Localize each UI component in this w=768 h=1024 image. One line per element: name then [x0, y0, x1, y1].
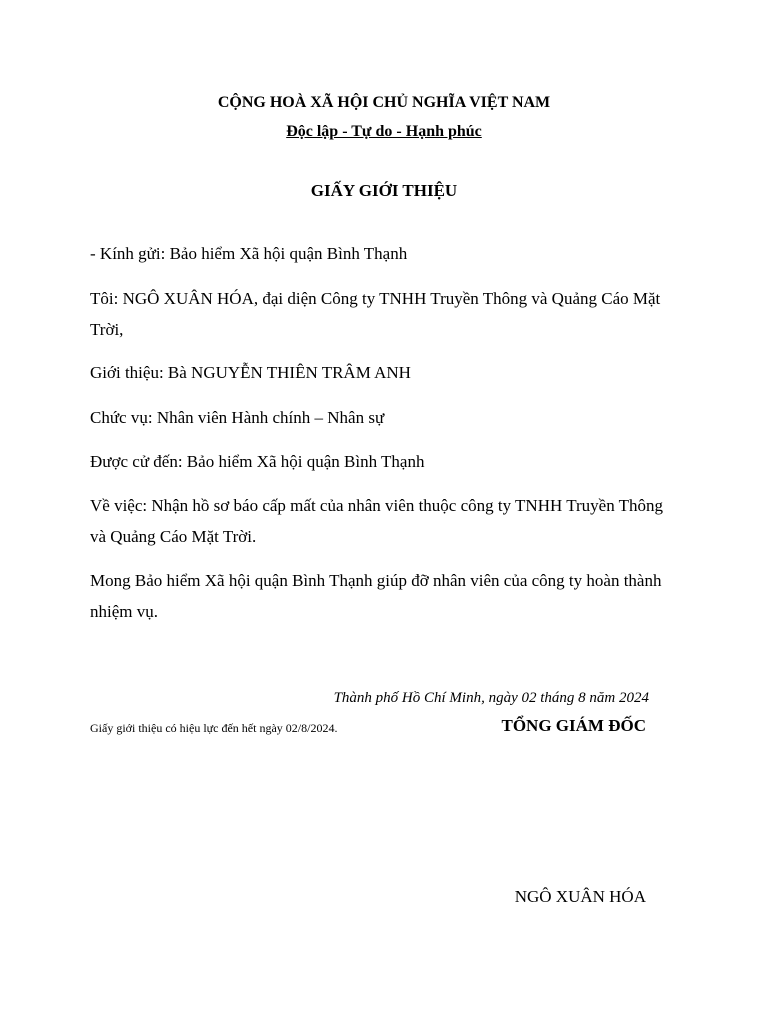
motto-text: Độc lập - Tự do - Hạnh phúc [286, 123, 482, 140]
request-paragraph: Mong Bảo hiểm Xã hội quận Bình Thạnh giúp đỡ nhân viên của công ty hoàn thành nhiệm vụ. [90, 571, 662, 621]
validity-note: Giấy giới thiệu có hiệu lực đến hết ngày 02/8/2024. [90, 721, 338, 735]
sender-paragraph: Tôi: NGÔ XUÂN HÓA, đại diện Công ty TNHH Truyền Thông và Quảng Cáo Mặt Trời, [90, 289, 661, 339]
national-motto [0, 122, 768, 142]
signer-title: TỔNG GIÁM ĐỐC [501, 716, 646, 735]
recipient-line: - Kính gửi: Bảo hiểm Xã hội quận Bình Thạnh [90, 244, 408, 263]
purpose-paragraph: Về việc: Nhận hồ sơ báo cấp mất của nhân viên thuộc công ty TNHH Truyền Thông và Quảng Cáo Mặt Trời. [90, 496, 664, 546]
national-header: CỘNG HOÀ XÃ HỘI CHỦ NGHĨA VIỆT NAM [217, 94, 551, 111]
destination-line: Được cử đến: Bảo hiểm Xã hội quận Bình Thạnh [90, 452, 425, 471]
introduced-person: Giới thiệu: Bà NGUYỄN THIÊN TRÂM ANH [90, 363, 411, 382]
document-title: GIẤY GIỚI THIỆU [310, 181, 458, 200]
date-location: Thành phố Hồ Chí Minh, ngày 02 tháng 8 năm 2024 [333, 690, 649, 706]
position-line: Chức vụ: Nhân viên Hành chính – Nhân sự [90, 408, 385, 427]
signer-name: NGÔ XUÂN HÓA [514, 887, 646, 906]
